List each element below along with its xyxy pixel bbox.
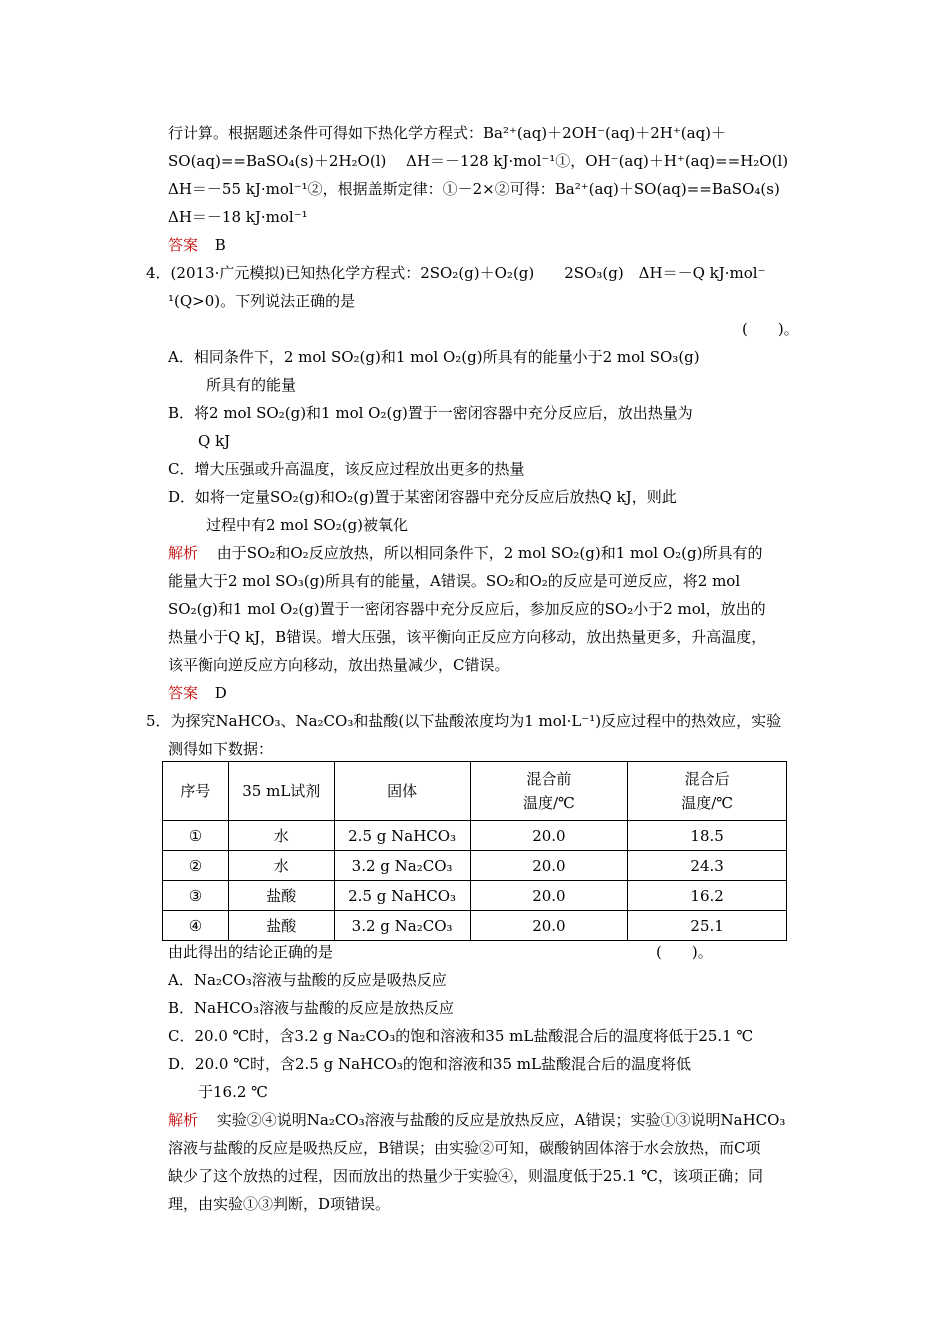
header-line: 温度/℃ [681, 794, 734, 812]
table-row [163, 821, 787, 851]
analysis-label: 解析 [168, 544, 199, 562]
header-line: 温度/℃ [522, 794, 575, 812]
q4-option-a-line-2: 所具有的能量 [206, 376, 297, 394]
q4-option-b-line-2: Q kJ [198, 432, 231, 450]
q4-analysis-line-5: 该平衡向逆反应方向移动，放出热量减少，C错误。 [168, 656, 510, 674]
table-cell: ③ [163, 881, 229, 911]
q5-option-a: A．Na₂CO₃溶液与盐酸的反应是吸热反应 [168, 971, 447, 989]
q4-stem-line-1: 4．(2013·广元模拟)已知热化学方程式：2SO₂(g)＋O₂(g) 2SO₃(g) ΔH＝－Q kJ·mol⁻ [146, 264, 766, 282]
answer-label: 答案 [168, 684, 199, 702]
table-header-cell [628, 762, 787, 821]
q3-text-line-1: 行计算。根据题述条件可得如下热化学方程式：Ba²⁺(aq)＋2OH⁻(aq)＋2H⁺(aq)＋ [168, 124, 727, 142]
q4-answer-blank: ( )。 [742, 320, 799, 338]
q4-analysis-line-3: SO₂(g)和1 mol O₂(g)置于一密闭容器中充分反应后，参加反应的SO₂小于2 mol，放出的 [168, 600, 766, 618]
q5-option-b: B．NaHCO₃溶液与盐酸的反应是放热反应 [168, 999, 454, 1017]
header-line: 混合后 [684, 770, 730, 788]
table-cell: ④ [163, 911, 229, 941]
q3-text-line-3: ΔH＝－55 kJ·mol⁻¹②，根据盖斯定律：①－2×②可得：Ba²⁺(aq)＋SO(aq)==BaSO₄(s) [168, 180, 780, 198]
answer-value: B [214, 236, 226, 254]
q4-option-b-line-1: B．将2 mol SO₂(g)和1 mol O₂(g)置于一密闭容器中充分反应后，放出热量为 [168, 404, 693, 422]
q4-analysis-line-4: 热量小于Q kJ，B错误。增大压强，该平衡向正反应方向移动，放出热量更多，升高温度， [168, 628, 767, 646]
table-cell: 盐酸 [228, 881, 334, 911]
table-header-cell: 35 mL试剂 [228, 762, 334, 821]
q3-answer [168, 235, 226, 255]
q5-answer-blank: ( )。 [656, 943, 713, 961]
q5-analysis-line-4: 理，由实验①③判断，D项错误。 [168, 1195, 391, 1213]
table-row [163, 881, 787, 911]
table-cell: 2.5 g NaHCO₃ [334, 821, 470, 851]
q4-option-c: C．增大压强或升高温度，该反应过程放出更多的热量 [168, 460, 525, 478]
table-header-cell: 序号 [163, 762, 229, 821]
table-cell: 盐酸 [228, 911, 334, 941]
table-header-cell [470, 762, 628, 821]
table-cell: ② [163, 851, 229, 881]
q5-option-d-line-2: 于16.2 ℃ [198, 1083, 268, 1101]
table-row [163, 911, 787, 941]
table-header-cell: 固体 [334, 762, 470, 821]
q4-option-d-line-1: D．如将一定量SO₂(g)和O₂(g)置于某密闭容器中充分反应后放热Q kJ，则此 [168, 488, 677, 506]
q5-analysis-line-1 [168, 1110, 785, 1130]
table-cell: 20.0 [470, 851, 628, 881]
table-cell: ① [163, 821, 229, 851]
analysis-label: 解析 [168, 1111, 199, 1129]
table-cell: 25.1 [628, 911, 787, 941]
q4-option-d-line-2: 过程中有2 mol SO₂(g)被氧化 [206, 516, 409, 534]
table-cell: 2.5 g NaHCO₃ [334, 881, 470, 911]
q5-option-c: C．20.0 ℃时，含3.2 g Na₂CO₃的饱和溶液和35 mL盐酸混合后的温度将低于25.1 ℃ [168, 1027, 754, 1045]
table-header-row [163, 762, 787, 821]
q4-option-a-line-1: A．相同条件下，2 mol SO₂(g)和1 mol O₂(g)所具有的能量小于2 mol SO₃(g) [168, 348, 700, 366]
analysis-text: 由于SO₂和O₂反应放热，所以相同条件下，2 mol SO₂(g)和1 mol O₂(g)所具有的 [216, 544, 763, 562]
experiment-data-table [162, 761, 787, 941]
q5-analysis-line-3: 缺少了这个放热的过程，因而放出的热量少于实验④，则温度低于25.1 ℃，该项正确；同 [168, 1167, 763, 1185]
table-cell: 水 [228, 821, 334, 851]
q5-option-d-line-1: D．20.0 ℃时，含2.5 g NaHCO₃的饱和溶液和35 mL盐酸混合后的温度将低 [168, 1055, 691, 1073]
table-cell: 水 [228, 851, 334, 881]
table-cell: 18.5 [628, 821, 787, 851]
answer-value: D [214, 684, 227, 702]
analysis-text: 实验②④说明Na₂CO₃溶液与盐酸的反应是放热反应，A错误；实验①③说明NaHCO₃ [216, 1111, 786, 1129]
q4-answer [168, 683, 227, 703]
q5-conclusion-stem: 由此得出的结论正确的是 [168, 943, 334, 961]
q3-text-line-2: SO(aq)==BaSO₄(s)＋2H₂O(l) ΔH＝－128 kJ·mol⁻¹①，OH⁻(aq)＋H⁺(aq)==H₂O(l) [168, 152, 789, 170]
answer-label: 答案 [168, 236, 199, 254]
q5-stem-line-1: 5．为探究NaHCO₃、Na₂CO₃和盐酸(以下盐酸浓度均为1 mol·L⁻¹)反应过程中的热效应，实验 [146, 712, 782, 730]
table-cell: 24.3 [628, 851, 787, 881]
q4-analysis-line-2: 能量大于2 mol SO₃(g)所具有的能量，A错误。SO₂和O₂的反应是可逆反应，将2 mol [168, 572, 741, 590]
header-line: 混合前 [526, 770, 572, 788]
q4-stem-line-2: ¹(Q>0)。下列说法正确的是 [168, 292, 356, 310]
table-cell: 3.2 g Na₂CO₃ [334, 911, 470, 941]
table-cell: 3.2 g Na₂CO₃ [334, 851, 470, 881]
table-cell: 20.0 [470, 911, 628, 941]
table-cell: 20.0 [470, 821, 628, 851]
table-cell: 16.2 [628, 881, 787, 911]
q5-stem-line-2: 测得如下数据： [168, 740, 274, 758]
q4-analysis-line-1 [168, 543, 762, 563]
table-row [163, 851, 787, 881]
q5-analysis-line-2: 溶液与盐酸的反应是吸热反应，B错误；由实验②可知，碳酸钠固体溶于水会放热，而C项 [168, 1139, 761, 1157]
q3-text-line-4: ΔH＝－18 kJ·mol⁻¹ [168, 208, 308, 226]
table-cell: 20.0 [470, 881, 628, 911]
